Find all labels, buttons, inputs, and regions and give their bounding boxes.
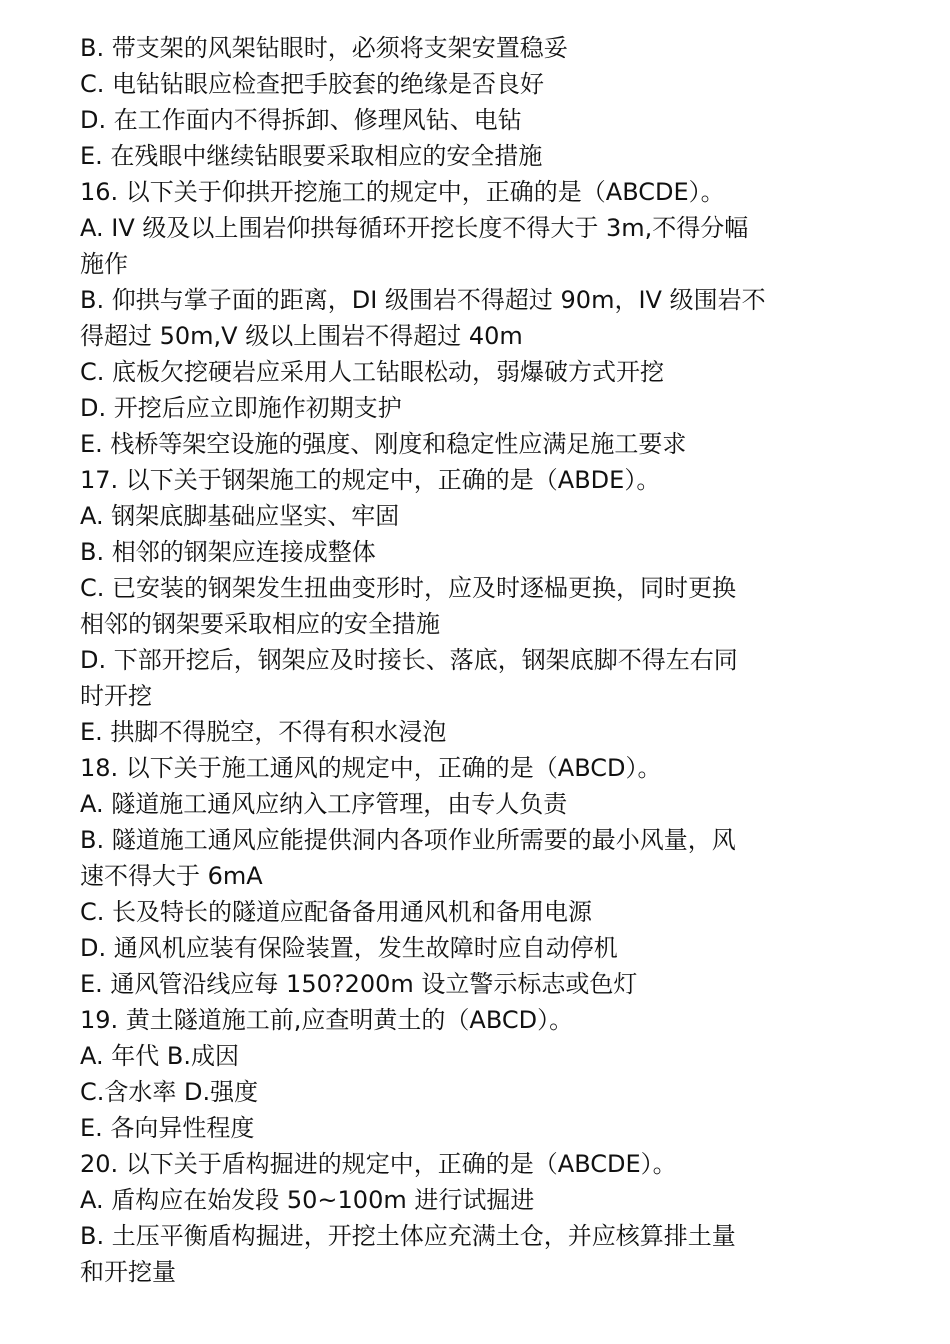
text-line: D. 在工作面内不得拆卸、修理风钻、电钻	[80, 106, 522, 134]
text-line: A. 钢架底脚基础应坚实、牢固	[80, 502, 400, 530]
question-19-heading: 19. 黄土隧道施工前,应查明黄土的（ABCD）。	[80, 1006, 574, 1034]
text-line: C. 底板欠挖硬岩应采用人工钻眼松动，弱爆破方式开挖	[80, 358, 665, 386]
text-line: 时开挖	[80, 682, 152, 710]
text-line: 速不得大于 6mA	[80, 862, 263, 890]
text-line: 得超过 50m,V 级以上围岩不得超过 40m	[80, 322, 523, 350]
text-line: C. 已安装的钢架发生扭曲变形时，应及时逐榀更换，同时更换	[80, 574, 737, 602]
text-line: B. 隧道施工通风应能提供洞内各项作业所需要的最小风量，风	[80, 826, 736, 854]
text-line: 施作	[80, 250, 128, 278]
text-line: 和开挖量	[80, 1258, 176, 1286]
question-20-heading: 20. 以下关于盾构掘进的规定中，正确的是（ABCDE）。	[80, 1150, 677, 1178]
text-line: A. IV 级及以上围岩仰拱每循环开挖长度不得大于 3m,不得分幅	[80, 214, 749, 242]
text-line: A. 年代 B.成因	[80, 1042, 239, 1070]
question-17-heading: 17. 以下关于钢架施工的规定中，正确的是（ABDE）。	[80, 466, 661, 494]
text-line: C. 长及特长的隧道应配备备用通风机和备用电源	[80, 898, 593, 926]
text-line: C.含水率 D.强度	[80, 1078, 259, 1106]
text-line: E. 通风管沿线应每 150?200m 设立警示标志或色灯	[80, 970, 638, 998]
text-line: D. 下部开挖后，钢架应及时接长、落底，钢架底脚不得左右同	[80, 646, 738, 674]
text-line: C. 电钻钻眼应检查把手胶套的绝缘是否良好	[80, 70, 545, 98]
text-line: E. 栈桥等架空设施的强度、刚度和稳定性应满足施工要求	[80, 430, 687, 458]
text-line: E. 拱脚不得脱空，不得有积水浸泡	[80, 718, 447, 746]
question-18-heading: 18. 以下关于施工通风的规定中，正确的是（ABCD）。	[80, 754, 662, 782]
text-line: A. 隧道施工通风应纳入工序管理，由专人负责	[80, 790, 568, 818]
text-line: B. 土压平衡盾构掘进，开挖土体应充满土仓，并应核算排土量	[80, 1222, 736, 1250]
text-line: B. 相邻的钢架应连接成整体	[80, 538, 376, 566]
text-line: D. 开挖后应立即施作初期支护	[80, 394, 402, 422]
text-line: 相邻的钢架要采取相应的安全措施	[80, 610, 440, 638]
document-page	[80, 30, 880, 1290]
text-line: E. 各向异性程度	[80, 1114, 255, 1142]
text-line: A. 盾构应在始发段 50~100m 进行试掘进	[80, 1186, 535, 1214]
text-line: B. 带支架的风架钻眼时，必须将支架安置稳妥	[80, 34, 568, 62]
text-line: E. 在残眼中继续钻眼要采取相应的安全措施	[80, 142, 543, 170]
question-16-heading: 16. 以下关于仰拱开挖施工的规定中，正确的是（ABCDE）。	[80, 178, 725, 206]
text-line: D. 通风机应装有保险装置，发生故障时应自动停机	[80, 934, 618, 962]
text-line: B. 仰拱与掌子面的距离，DI 级围岩不得超过 90m，IV 级围岩不	[80, 286, 766, 314]
